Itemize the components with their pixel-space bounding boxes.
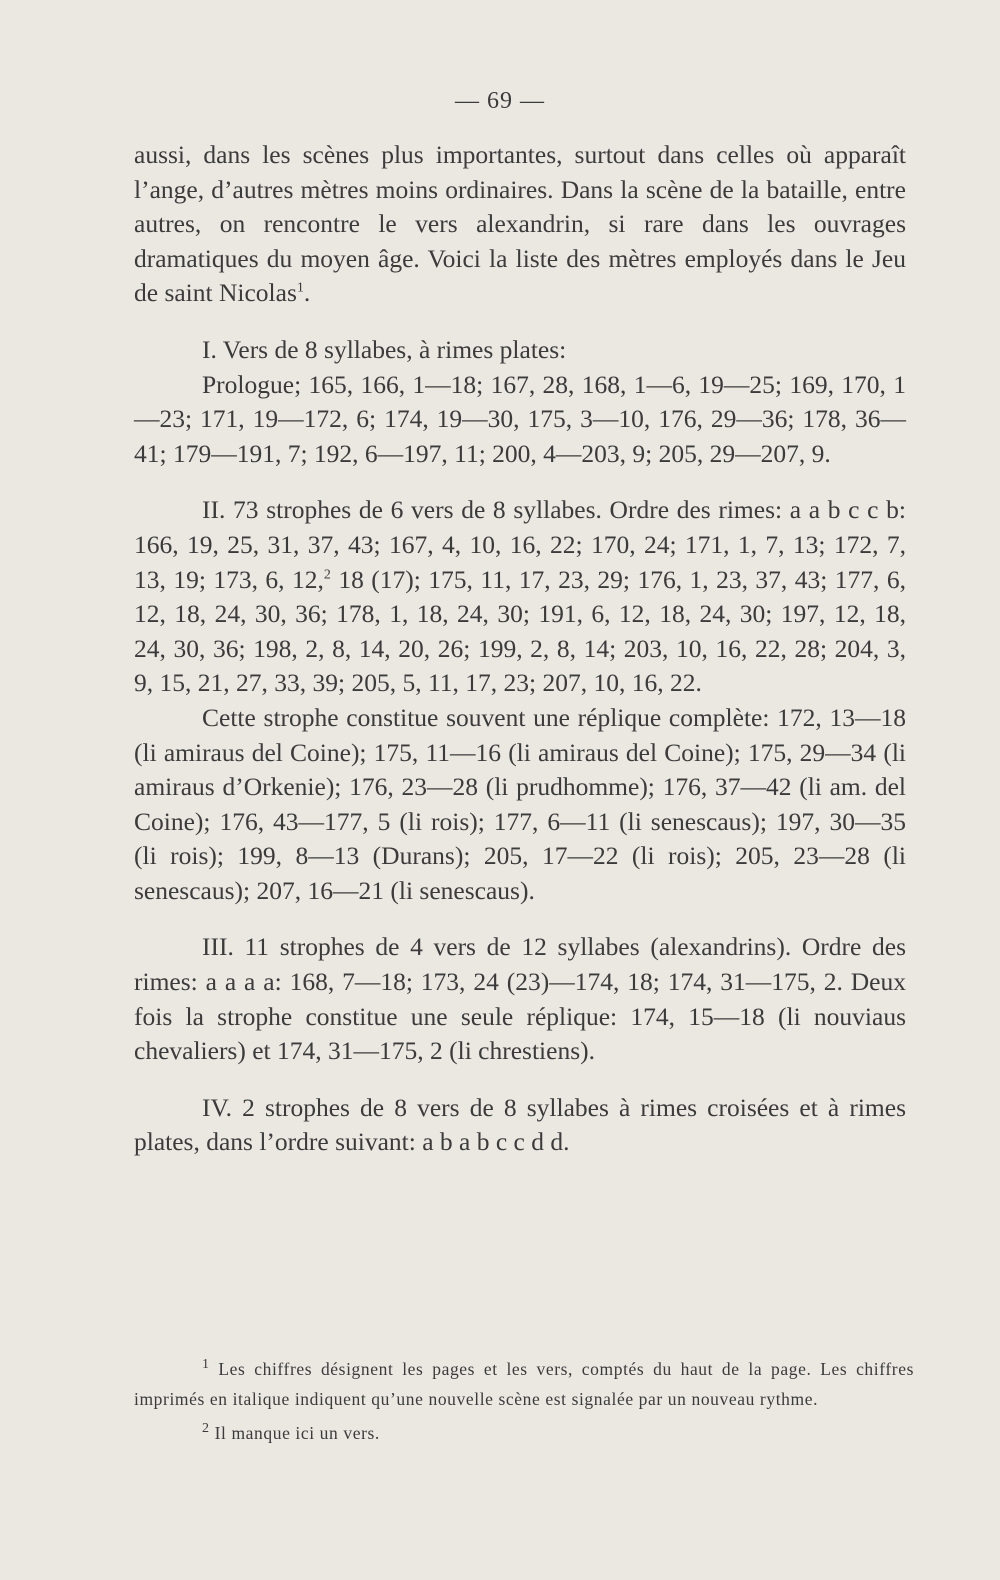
footnote-2-mark: 2 <box>202 1421 210 1437</box>
main-text <box>134 138 906 1160</box>
intro-paragraph <box>134 138 906 311</box>
footnotes <box>134 1354 914 1448</box>
section-3-paragraph: III. 11 strophes de 4 vers de 12 syllabes (alexandrins). Ordre des rimes: a a a a: 168, 7—18; 173, 24 (23)—174, 18; 174, 31—175, 2. Deux fois la strophe constitue une seule réplique: 174, 15—18 (li nouviaus chevaliers) et 174, 31—175, 2 (li chrestiens). <box>134 932 906 1066</box>
intro-text: aussi, dans les scènes plus importantes, surtout dans celles où apparaît l’ange, d’autres mètres moins ordinaires. Dans la scène de la bataille, entre autres, on rencontre le vers alexandrin, si rare dans les ouvrages dramatiques du moyen âge. Voici la liste des mètres employés dans le Jeu de saint Nicolas <box>134 140 906 308</box>
section-4-paragraph: IV. 2 strophes de 8 vers de 8 syllabes à rimes croisées et à rimes plates, dans l’ordre suivant: a b a b c c d d. <box>134 1092 906 1157</box>
footnote-1-mark: 1 <box>202 1357 210 1373</box>
section-2-text-before: II. 73 strophes de 6 vers de 8 syllabes. Ordre des rimes: a a b c c b: 166, 19, 25, 31, 37, 43; 167, 4, 10, 16, 22; 170, 24; 171, 1, 7, 13; 172, 7, 13, 19; 173, 6, 12, <box>134 495 906 594</box>
footnote-2-text: Il manque ici un vers. <box>209 1423 380 1443</box>
page-number: — 69 — <box>455 88 545 114</box>
footnote-ref-2: 2 <box>323 567 331 583</box>
section-1-heading: I. Vers de 8 syllabes, à rimes plates: <box>202 334 567 364</box>
footnote-ref-1: 1 <box>296 280 304 296</box>
footnote-1 <box>134 1354 914 1414</box>
section-1-list: Prologue; 165, 166, 1—18; 167, 28, 168, 1—6, 19—25; 169, 170, 1—23; 171, 19—172, 6; 174, 19—30, 175, 3—10, 176, 29—36; 178, 36—41; 179—191, 7; 192, 6—197, 11; 200, 4—203, 9; 205, 29—207, 9. <box>134 369 906 468</box>
footnote-1-text: Les chiffres désignent les pages et les vers, comptés du haut de la page. Les chiffres imprimés en italique indiquent qu’une nouvelle scène est signalée par un nouveau rythme. <box>134 1359 914 1409</box>
section-2-text-after: 18 (17); 175, 11, 17, 23, 29; 176, 1, 23, 37, 43; 177, 6, 12, 18, 24, 30, 36; 178, 1, 18, 24, 30; 191, 6, 12, 18, 24, 30; 197, 12, 18, 24, 30, 36; 198, 2, 8, 14, 20, 26; 199, 2, 8, 14; 203, 10, 16, 22, 28; 204, 3, 9, 15, 21, 27, 33, 39; 205, 5, 11, 17, 23; 207, 10, 16, 22. <box>134 564 906 698</box>
footnote-2 <box>134 1418 914 1448</box>
intro-end: . <box>303 278 311 308</box>
section-2-note: Cette strophe constitue souvent une réplique complète: 172, 13—18 (li amiraus del Coine); 175, 11—16 (li amiraus del Coine); 175, 29—34 (li amiraus d’Orkenie); 176, 23—28 (li prudhomme); 176, 37—42 (li am. del Coine); 176, 43—177, 5 (li rois); 177, 6—11 (li senescaus); 197, 30—35 (li rois); 199, 8—13 (Durans); 205, 17—22 (li rois); 205, 23—28 (li senescaus); 207, 16—21 (li senescaus). <box>134 702 906 905</box>
section-2-paragraph <box>134 493 906 701</box>
